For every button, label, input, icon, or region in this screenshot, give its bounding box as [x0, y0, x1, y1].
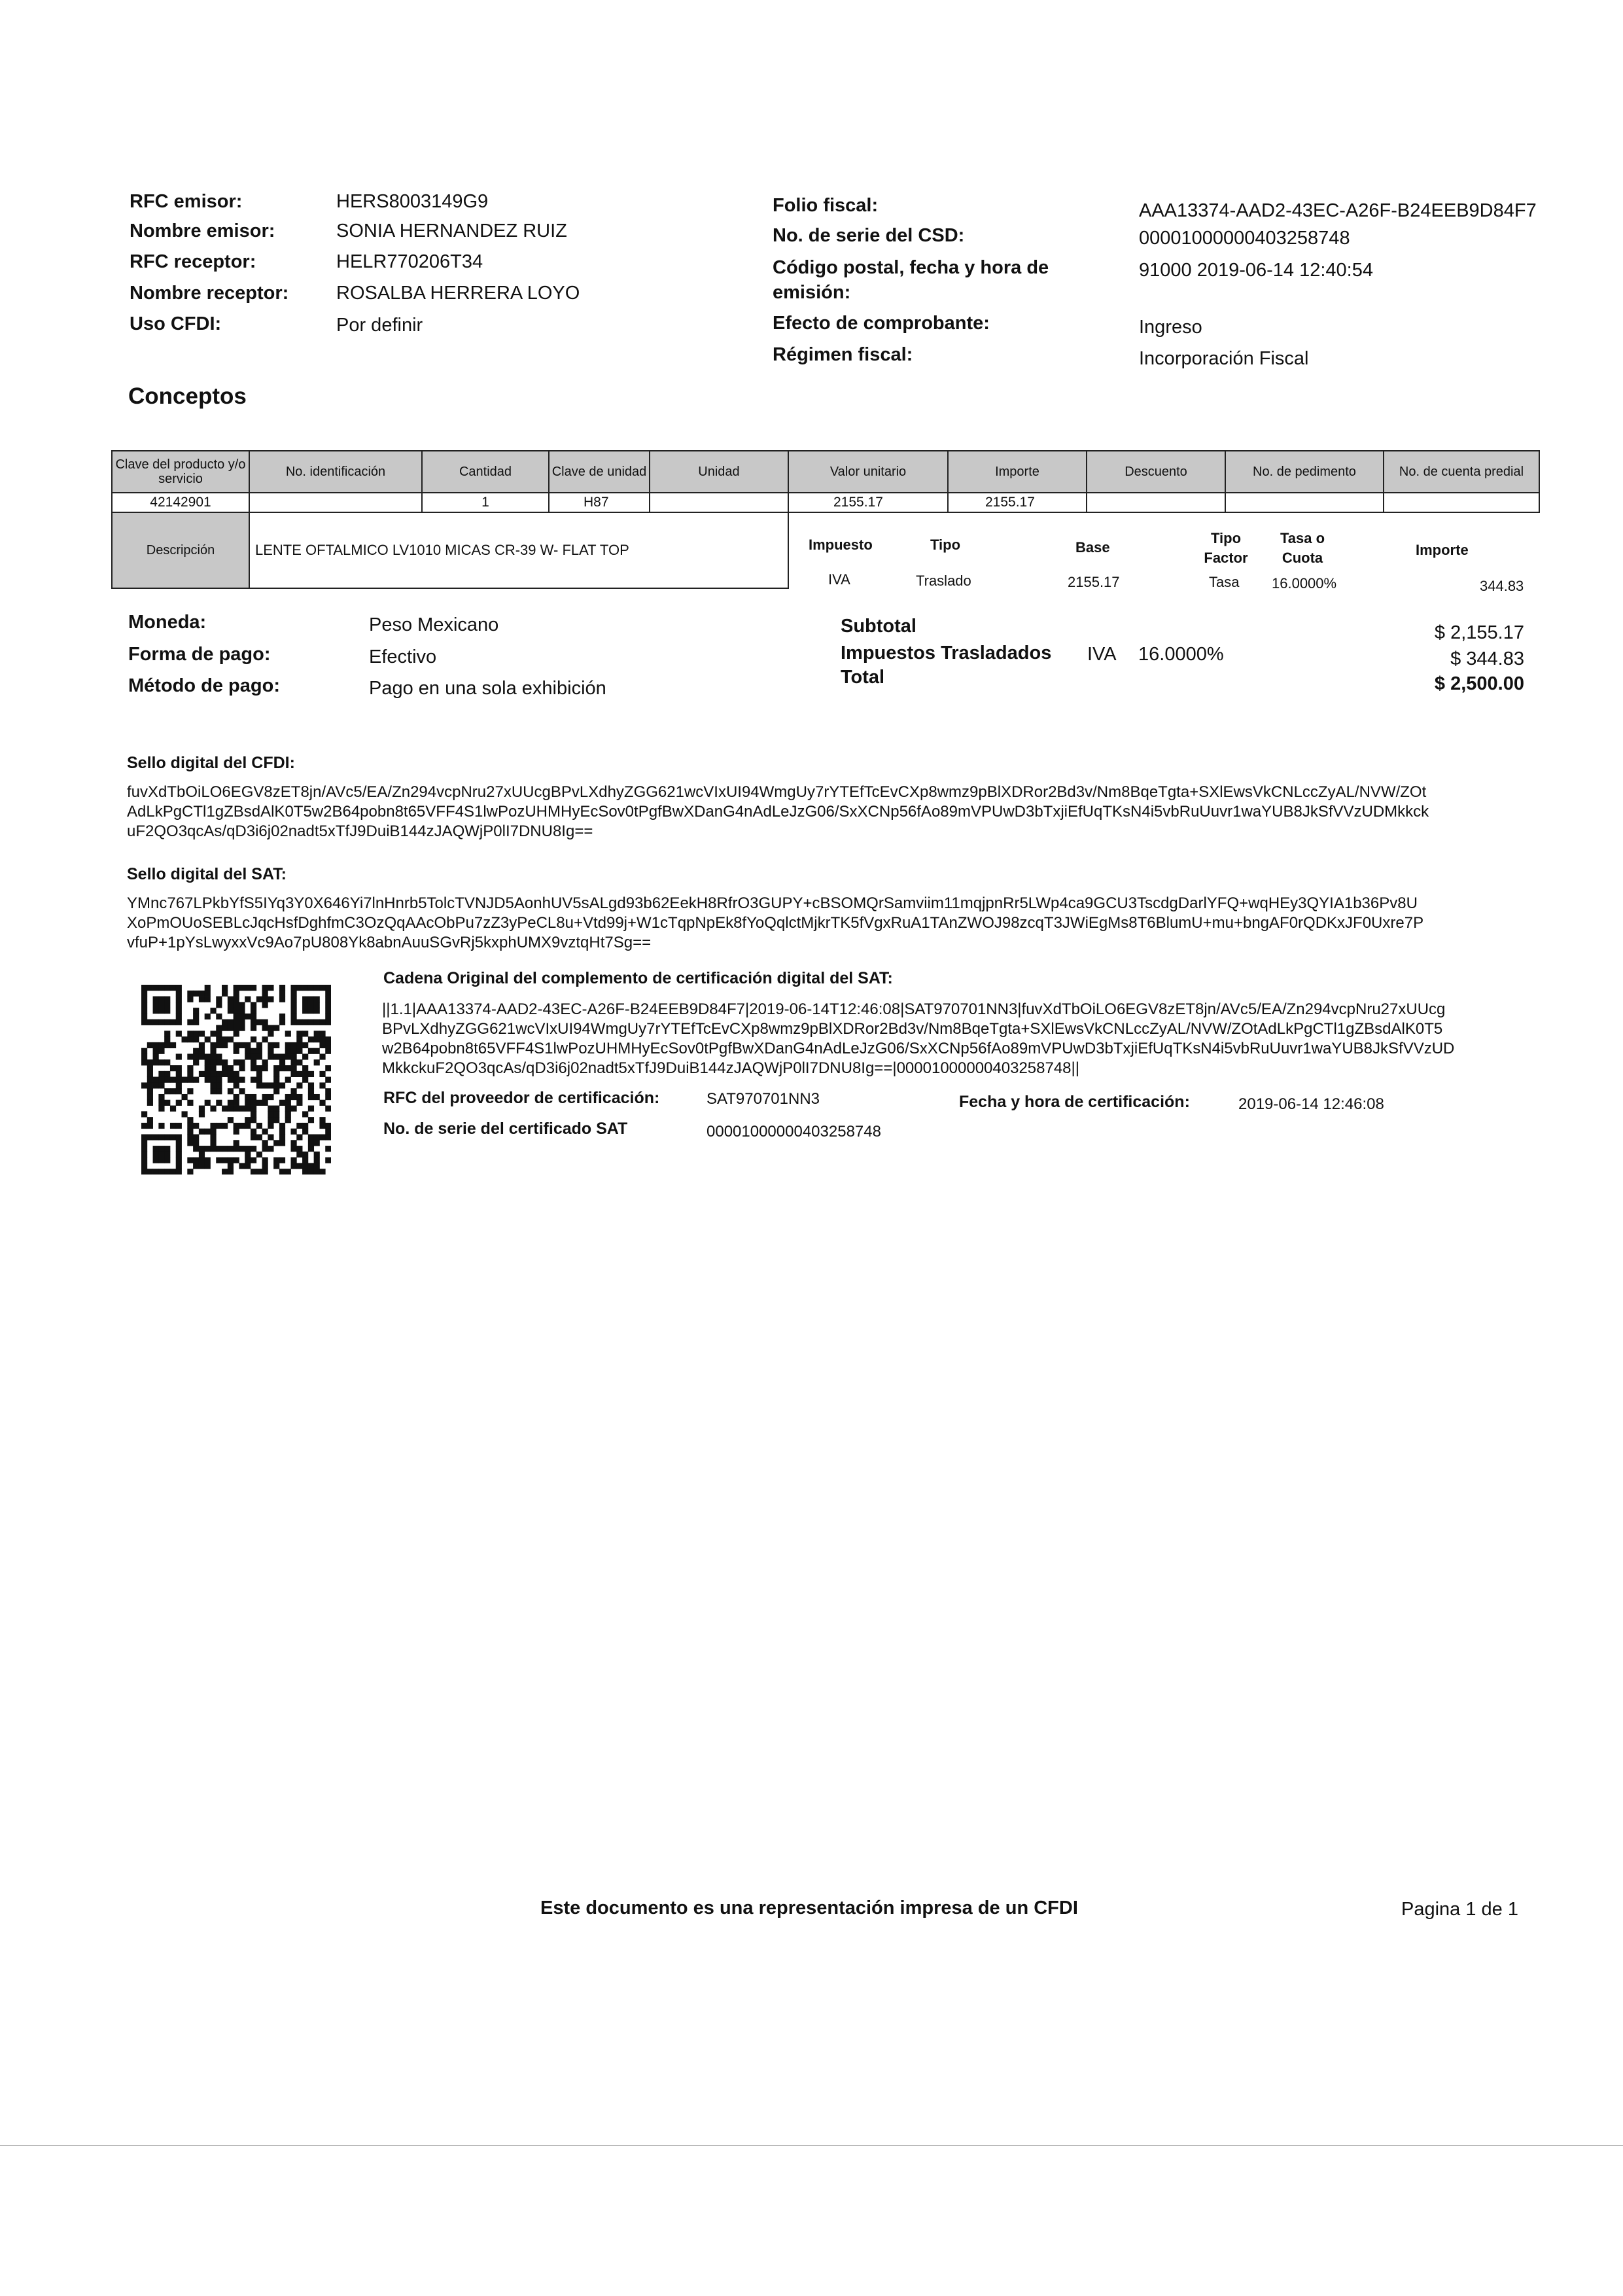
- moneda-label: Moneda:: [128, 612, 207, 633]
- nombre-emisor-value: SONIA HERNANDEZ RUIZ: [336, 221, 567, 241]
- rfc-emisor-label: RFC emisor:: [130, 191, 243, 212]
- th-clave-unidad: Clave de unidad: [548, 450, 650, 493]
- subtotal-label: Subtotal: [841, 616, 916, 637]
- td-clave-unidad: H87: [548, 492, 650, 513]
- qr-code: [141, 985, 331, 1174]
- regimen-fiscal-label: Régimen fiscal:: [773, 344, 913, 365]
- sello-sat-line-3: vfuP+1pYsLwyxxVc9Ao7pU808Yk8abnAuuSGvRj5kxphUMX9vztqHt7Sg==: [127, 934, 652, 951]
- sello-sat-label: Sello digital del SAT:: [127, 865, 287, 883]
- moneda-value: Peso Mexicano: [369, 614, 499, 635]
- sello-cfdi-line-3: uF2QO3qcAs/qD3i6j02nadt5xTfJ9DuiB144zJAQWjP0lI7DNU8Ig==: [127, 822, 593, 840]
- sello-cfdi-line-2: AdLkPgCTl1gZBsdAlK0T5w2B64pobn8t65VFF4S1lwPozUHMHyEcSov0tPgfBwXDanG4nAdLeJzG06/SxXCNp56fAo89mVPUwD3bTxjiEfUqTKsN4i5vbRuUuvr1waYUB8JkSfVVzUDMkkck: [127, 803, 1429, 821]
- serie-certificado-sat-label: No. de serie del certificado SAT: [383, 1120, 628, 1138]
- efecto-comprobante-label: Efecto de comprobante:: [773, 313, 990, 334]
- fecha-certificacion-value: 2019-06-14 12:46:08: [1238, 1095, 1384, 1113]
- folio-fiscal-value: AAA13374-AAD2-43EC-A26F-B24EEB9D84F7: [1139, 200, 1537, 221]
- total-label: Total: [841, 667, 885, 688]
- sello-sat-line-2: XoPmOUoSEBLcJqcHsfDghfmC3OzQqAAcObPu7zZ3yPeCL8u+Vtd99j+W1cTqpNpEk8fYoQqlctMjkrTK5fVgxRuA1TAnZWOJ98zcqT3JWiEgMs8T6BlumU+mu+bngAF0rQDKxJF0Uxre7P: [127, 914, 1424, 932]
- sello-sat-line-1: YMnc767LPkbYfS5IYq3Y0X646Yi7lnHnrb5TolcTVNJD5AonhUV5sALgd93b62EekH8RfrO3GUPY+cBSOMQrSamviim11mqjpnRr5LWp4ca9GCU3TscdgDarlYFQ+wqHEy3QYIA1b36Pv8U: [127, 894, 1418, 912]
- sello-cfdi-label: Sello digital del CFDI:: [127, 754, 295, 772]
- forma-pago-label: Forma de pago:: [128, 644, 271, 665]
- sello-sat-value: [127, 894, 1533, 953]
- folio-fiscal-label: Folio fiscal:: [773, 195, 879, 216]
- td-no-identificacion: [249, 492, 423, 513]
- imp-header-tipo-factor-line1: Tipo: [1210, 530, 1242, 546]
- td-clave-producto: 42142901: [111, 492, 250, 513]
- serie-certificado-sat-value: 00001000000403258748: [707, 1123, 881, 1140]
- cadena-line-1: ||1.1|AAA13374-AAD2-43EC-A26F-B24EEB9D84F7|2019-06-14T12:46:08|SAT970701NN3|fuvXdTbOiLO6EGV8zET8jn/AVc5/EA/Zn294vcpNru27xUUcg: [382, 1000, 1446, 1018]
- impuestos-trasladados-label: Impuestos Trasladados: [841, 643, 1052, 663]
- page-number: Pagina 1 de 1: [1401, 1899, 1518, 1920]
- td-unidad: [649, 492, 789, 513]
- scan-edge-line: [0, 2145, 1623, 2146]
- fecha-certificacion-label: Fecha y hora de certificación:: [959, 1093, 1190, 1111]
- rfc-emisor-value: HERS8003149G9: [336, 191, 489, 212]
- forma-pago-value: Efectivo: [369, 646, 437, 667]
- imp-header-tipo-factor-line2: Factor: [1204, 550, 1248, 566]
- th-descuento: Descuento: [1086, 450, 1226, 493]
- imp-impuesto-value: IVA: [828, 571, 850, 588]
- rfc-receptor-value: HELR770206T34: [336, 251, 483, 272]
- th-unidad: Unidad: [649, 450, 789, 493]
- imp-importe-value: 344.83: [1480, 578, 1524, 594]
- th-importe: Importe: [947, 450, 1087, 493]
- efecto-comprobante-value: Ingreso: [1139, 317, 1202, 338]
- td-no-cuenta-predial: [1383, 492, 1540, 513]
- nombre-receptor-label: Nombre receptor:: [130, 283, 289, 304]
- uso-cfdi-label: Uso CFDI:: [130, 313, 222, 334]
- td-cantidad: 1: [421, 492, 550, 513]
- rfc-proveedor-label: RFC del proveedor de certificación:: [383, 1089, 660, 1107]
- cadena-original-label: Cadena Original del complemento de certificación digital del SAT:: [383, 969, 893, 987]
- imp-base-value: 2155.17: [1068, 574, 1120, 590]
- total-value: $ 2,500.00: [1434, 673, 1524, 694]
- nombre-emisor-label: Nombre emisor:: [130, 221, 275, 241]
- codigo-postal-label-line2: emisión:: [773, 282, 851, 303]
- codigo-postal-label-line1: Código postal, fecha y hora de: [773, 257, 1049, 278]
- uso-cfdi-value: Por definir: [336, 315, 423, 336]
- imp-header-tasa-line1: Tasa o: [1280, 530, 1325, 546]
- cadena-line-2: BPvLXdhyZGG621wcVIxUI94WmgUy7rYTEfTcEvCXp8wmz9pBlXDRor2Bd3v/Nm8BqeTgta+SXlEwsVkCNLccZyAL/NVW/ZOtAdLkPgCTl1gZBsdAlK0T5: [382, 1020, 1443, 1038]
- th-valor-unitario: Valor unitario: [788, 450, 949, 493]
- imp-tipo-factor-value: Tasa: [1209, 574, 1240, 590]
- th-no-pedimento: No. de pedimento: [1225, 450, 1384, 493]
- iva-label: IVA: [1087, 644, 1117, 665]
- subtotal-value: $ 2,155.17: [1434, 622, 1524, 643]
- metodo-pago-value: Pago en una sola exhibición: [369, 678, 606, 699]
- imp-header-importe: Importe: [1416, 542, 1469, 558]
- th-descripcion: Descripción: [111, 512, 250, 589]
- metodo-pago-label: Método de pago:: [128, 675, 280, 696]
- regimen-fiscal-value: Incorporación Fiscal: [1139, 348, 1309, 369]
- serie-csd-value: 00001000000403258748: [1139, 228, 1350, 249]
- th-no-cuenta-predial: No. de cuenta predial: [1383, 450, 1540, 493]
- imp-header-base: Base: [1075, 539, 1110, 556]
- nombre-receptor-value: ROSALBA HERRERA LOYO: [336, 283, 580, 304]
- imp-tipo-value: Traslado: [916, 573, 971, 589]
- sello-cfdi-line-1: fuvXdTbOiLO6EGV8zET8jn/AVc5/EA/Zn294vcpNru27xUUcgBPvLXdhyZGG621wcVIxUI94WmgUy7rYTEfTcEvCXp8wmz9pBlXDRor2Bd3v/Nm8BqeTgta+SXlEwsVkCNLccZyAL/NVW/ZOt: [127, 783, 1427, 801]
- iva-rate: 16.0000%: [1138, 644, 1224, 665]
- rfc-receptor-label: RFC receptor:: [130, 251, 256, 272]
- td-descuento: [1086, 492, 1226, 513]
- th-no-identificacion: No. identificación: [249, 450, 423, 493]
- impuestos-value: $ 344.83: [1450, 648, 1524, 669]
- th-cantidad: Cantidad: [421, 450, 550, 493]
- serie-csd-label: No. de serie del CSD:: [773, 225, 965, 246]
- cadena-line-3: w2B64pobn8t65VFF4S1lwPozUHMHyEcSov0tPgfBwXDanG4nAdLeJzG06/SxXCNp56fAo89mVPUwD3bTxjiEfUqTKsN4i5vbRuUuvr1waYUB8JkSfVVzUD: [382, 1040, 1455, 1057]
- rfc-proveedor-value: SAT970701NN3: [707, 1090, 820, 1108]
- td-descripcion: LENTE OFTALMICO LV1010 MICAS CR-39 W- FLAT TOP: [249, 512, 789, 589]
- th-clave-producto: Clave del producto y/o servicio: [111, 450, 250, 493]
- cadena-line-4: MkkckuF2QO3qcAs/qD3i6j02nadt5xTfJ9DuiB144zJAQWjP0lI7DNU8Ig==|00001000000403258748||: [382, 1059, 1079, 1077]
- cadena-original-value: [382, 1000, 1540, 1078]
- footer-note: Este documento es una representación impresa de un CFDI: [540, 1898, 1078, 1918]
- conceptos-title: Conceptos: [128, 383, 247, 409]
- imp-tasa-value: 16.0000%: [1272, 575, 1337, 592]
- td-importe: 2155.17: [947, 492, 1087, 513]
- imp-header-impuesto: Impuesto: [809, 537, 873, 553]
- imp-header-tasa-line2: Cuota: [1282, 550, 1323, 566]
- td-valor-unitario: 2155.17: [788, 492, 949, 513]
- codigo-postal-value: 91000 2019-06-14 12:40:54: [1139, 260, 1373, 281]
- sello-cfdi-value: [127, 783, 1533, 841]
- imp-header-tipo: Tipo: [930, 537, 961, 553]
- td-no-pedimento: [1225, 492, 1384, 513]
